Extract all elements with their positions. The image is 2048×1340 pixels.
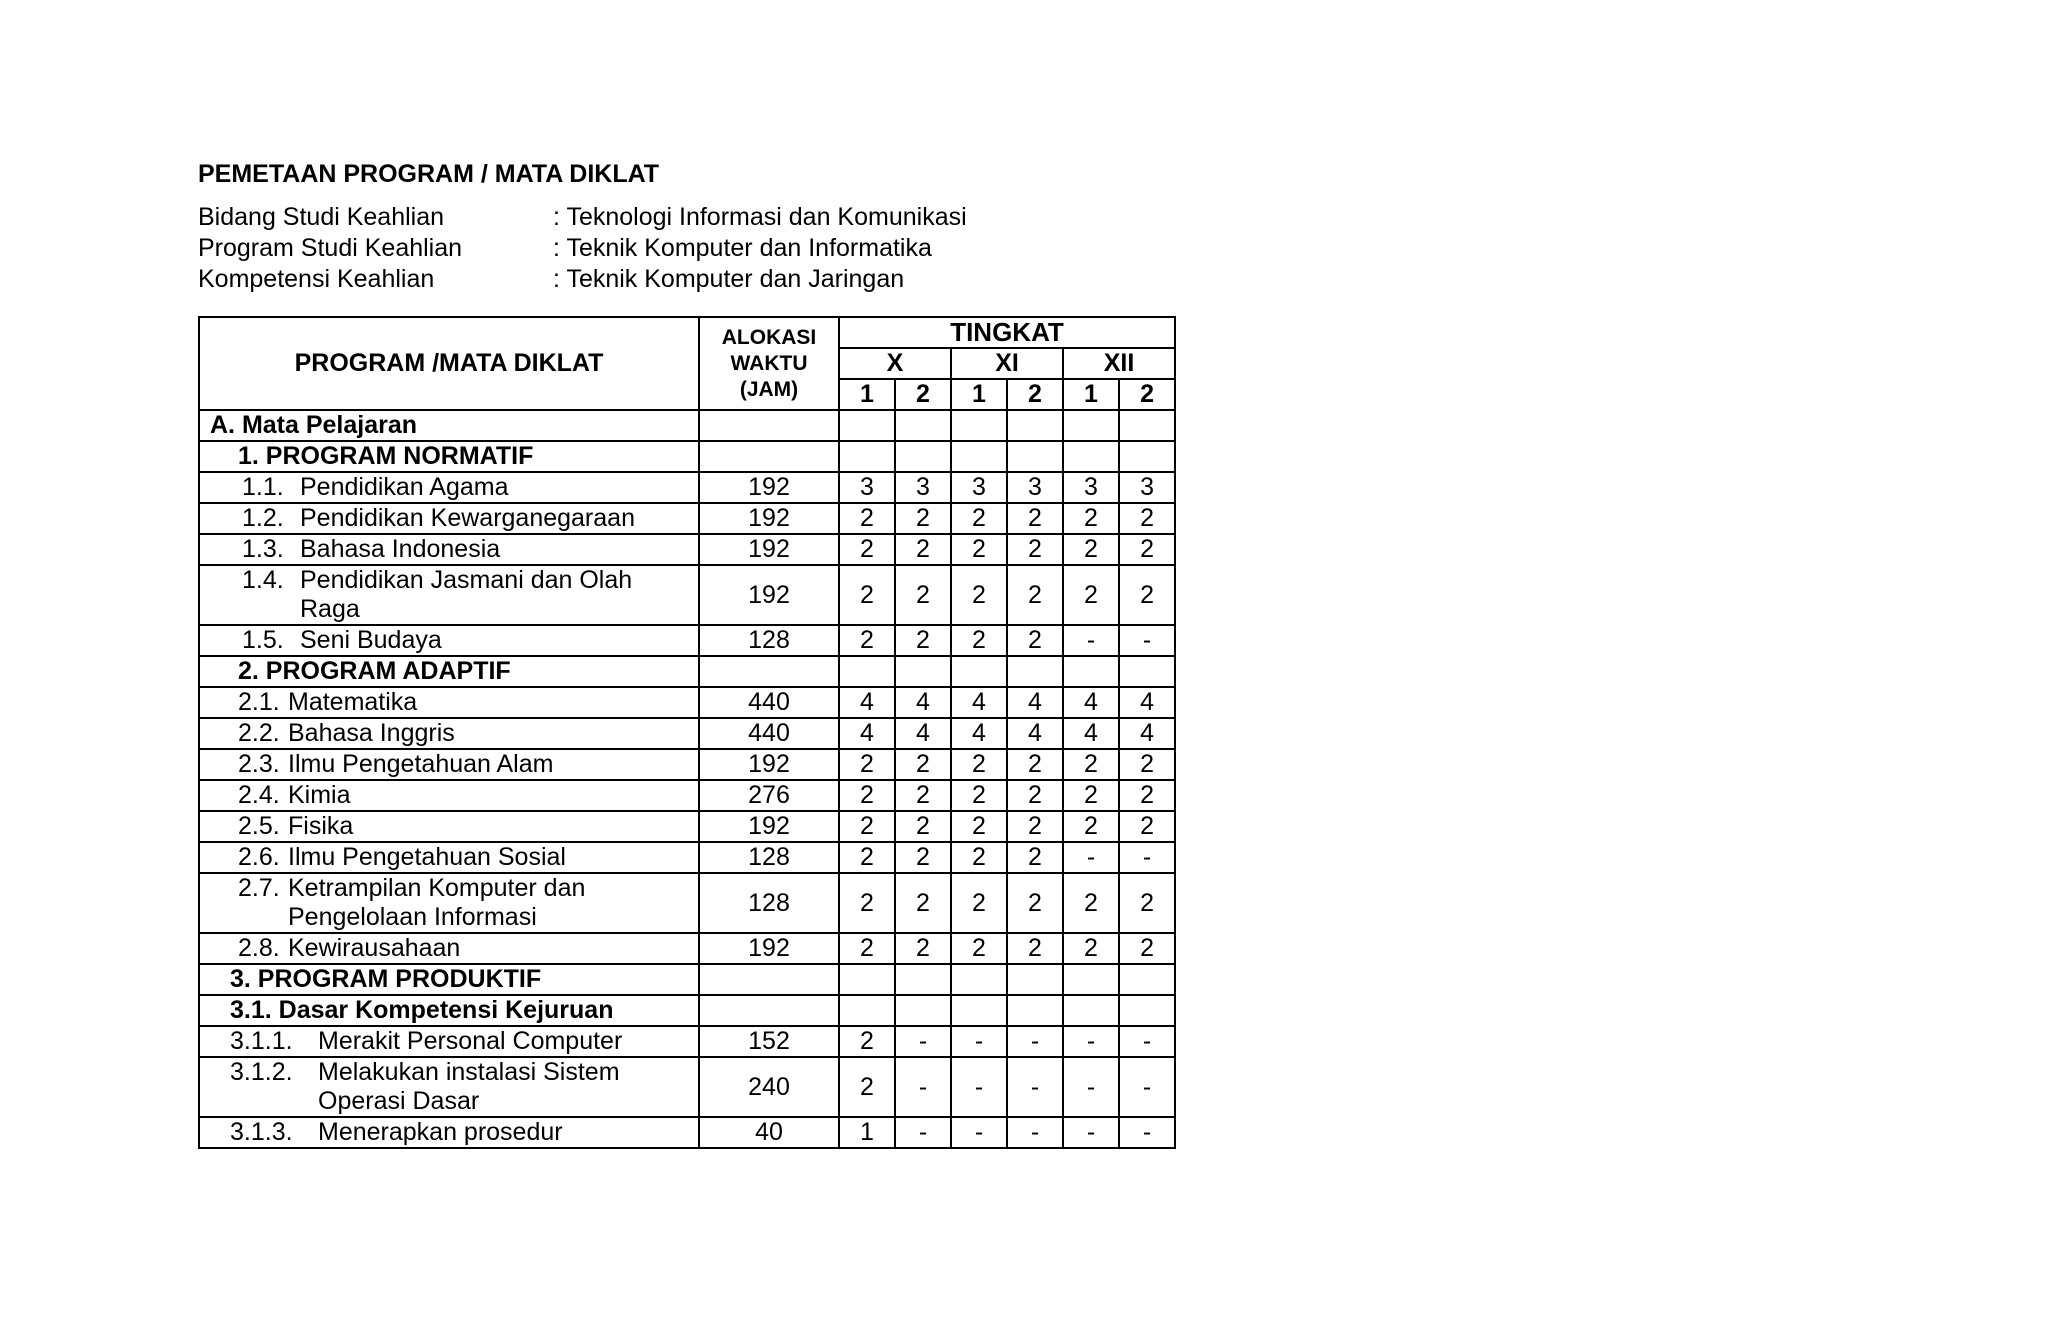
subject-cell [199, 811, 699, 842]
subject-name: Ilmu Pengetahuan Alam [288, 750, 554, 778]
subject-item [200, 535, 698, 564]
semester-hours-cell [951, 964, 1007, 995]
alokasi-jam-cell [699, 441, 839, 472]
semester-hours-cell: 2 [1007, 565, 1063, 625]
subject-code: 2.6. [238, 843, 280, 871]
semester-hours-cell: 2 [1119, 565, 1175, 625]
header-semester: 2 [1007, 379, 1063, 410]
alokasi-jam-cell: 128 [699, 625, 839, 656]
subject-item [200, 750, 698, 779]
subject-item [200, 843, 698, 872]
table-row [199, 873, 1175, 933]
subject-name: Merakit Personal Computer [318, 1027, 623, 1055]
semester-hours-cell: 2 [951, 503, 1007, 534]
alokasi-jam-cell: 192 [699, 933, 839, 964]
subject-name: Matematika [288, 688, 418, 716]
info-label: Kompetensi Keahlian [198, 265, 435, 293]
subject-name: Pendidikan Jasmani dan Olah Raga [300, 566, 633, 623]
info-row-kompetensi [198, 264, 967, 295]
curriculum-table [198, 316, 1176, 1149]
subject-item [200, 473, 698, 502]
subject-cell [199, 687, 699, 718]
info-label: Bidang Studi Keahlian [198, 203, 445, 231]
semester-hours-cell: 2 [1007, 842, 1063, 873]
semester-hours-cell: 2 [1119, 811, 1175, 842]
semester-hours-cell: 4 [1119, 718, 1175, 749]
subject-name: Menerapkan prosedur [318, 1118, 563, 1146]
semester-hours-cell: 2 [1007, 749, 1063, 780]
subject-code: 3.1.2. [230, 1058, 293, 1086]
subject-code: 1.5. [242, 626, 284, 654]
semester-hours-cell: 2 [951, 933, 1007, 964]
subject-item [200, 812, 698, 841]
semester-hours-cell: 3 [1063, 472, 1119, 503]
header-alokasi: ALOKASI WAKTU (JAM) [699, 317, 839, 410]
table-row [199, 749, 1175, 780]
semester-hours-cell: 2 [1119, 534, 1175, 565]
table-row [199, 503, 1175, 534]
table-row [199, 718, 1175, 749]
semester-hours-cell: 4 [1007, 687, 1063, 718]
semester-hours-cell [1119, 656, 1175, 687]
header-grade-xii: XII [1063, 348, 1175, 379]
subject-item [200, 934, 698, 963]
subject-cell [199, 842, 699, 873]
semester-hours-cell: 2 [839, 565, 895, 625]
semester-hours-cell: 3 [951, 472, 1007, 503]
subject-cell: 3.1. Dasar Kompetensi Kejuruan [199, 995, 699, 1026]
semester-hours-cell: 2 [951, 780, 1007, 811]
semester-hours-cell: 1 [839, 1117, 895, 1148]
semester-hours-cell: 4 [951, 718, 1007, 749]
alokasi-jam-cell: 128 [699, 873, 839, 933]
subject-cell [199, 1057, 699, 1117]
table-row [199, 1057, 1175, 1117]
semester-hours-cell: 2 [1063, 565, 1119, 625]
subject-name: Ketrampilan Komputer dan Pengelolaan Informasi [288, 874, 586, 931]
semester-hours-cell: 2 [895, 780, 951, 811]
subject-code: 2.2. [238, 719, 280, 747]
semester-hours-cell: 2 [1063, 780, 1119, 811]
semester-hours-cell: 2 [839, 1026, 895, 1057]
info-value: : Teknik Komputer dan Informatika [553, 234, 932, 262]
subject-name: Pendidikan Kewarganegaraan [300, 504, 635, 532]
alokasi-jam-cell: 276 [699, 780, 839, 811]
info-label: Program Studi Keahlian [198, 234, 463, 262]
semester-hours-cell [951, 656, 1007, 687]
subject-name: Melakukan instalasi Sistem Operasi Dasar [318, 1058, 620, 1115]
semester-hours-cell: - [1119, 625, 1175, 656]
subject-code: 2.4. [238, 781, 280, 809]
alokasi-jam-cell: 152 [699, 1026, 839, 1057]
semester-hours-cell: 2 [895, 503, 951, 534]
semester-hours-cell: 2 [839, 503, 895, 534]
header-grade-x: X [839, 348, 951, 379]
semester-hours-cell: - [1063, 842, 1119, 873]
subject-cell: 3. PROGRAM PRODUKTIF [199, 964, 699, 995]
semester-hours-cell: 2 [895, 811, 951, 842]
semester-hours-cell [1119, 441, 1175, 472]
semester-hours-cell: 2 [895, 873, 951, 933]
subject-code: 2.5. [238, 812, 280, 840]
semester-hours-cell [1007, 964, 1063, 995]
subject-code: 1.1. [242, 473, 284, 501]
semester-hours-cell: - [895, 1026, 951, 1057]
subject-cell [199, 718, 699, 749]
semester-hours-cell: 2 [839, 1057, 895, 1117]
semester-hours-cell: 2 [1007, 811, 1063, 842]
subject-code: 2.1. [238, 688, 280, 716]
semester-hours-cell: 2 [1119, 780, 1175, 811]
semester-hours-cell [839, 964, 895, 995]
subject-item [200, 1027, 698, 1056]
semester-hours-cell [951, 410, 1007, 441]
subject-item [200, 566, 698, 624]
subject-item [200, 781, 698, 810]
subject-code: 1.3. [242, 535, 284, 563]
semester-hours-cell [1063, 964, 1119, 995]
alokasi-jam-cell [699, 995, 839, 1026]
info-value: : Teknologi Informasi dan Komunikasi [553, 203, 967, 231]
subject-cell: 2. PROGRAM ADAPTIF [199, 656, 699, 687]
semester-hours-cell: 4 [1063, 687, 1119, 718]
semester-hours-cell [1007, 410, 1063, 441]
alokasi-jam-cell: 192 [699, 749, 839, 780]
subject-cell [199, 1117, 699, 1148]
semester-hours-cell [895, 656, 951, 687]
semester-hours-cell: 2 [839, 933, 895, 964]
subject-code: 2.7. [238, 874, 280, 902]
info-row-program [198, 233, 967, 264]
semester-hours-cell: 3 [839, 472, 895, 503]
subject-item [200, 719, 698, 748]
semester-hours-cell: - [951, 1026, 1007, 1057]
semester-hours-cell [895, 410, 951, 441]
semester-hours-cell: 2 [1119, 749, 1175, 780]
semester-hours-cell [895, 441, 951, 472]
subject-cell [199, 933, 699, 964]
subject-cell [199, 780, 699, 811]
semester-hours-cell: 2 [1007, 503, 1063, 534]
subject-name: Bahasa Indonesia [300, 535, 501, 563]
semester-hours-cell: 2 [951, 873, 1007, 933]
semester-hours-cell: 2 [1007, 625, 1063, 656]
table-row [199, 1117, 1175, 1148]
semester-hours-cell [1119, 410, 1175, 441]
semester-hours-cell: 4 [895, 687, 951, 718]
semester-hours-cell: 4 [1119, 687, 1175, 718]
semester-hours-cell: 2 [1063, 534, 1119, 565]
semester-hours-cell [1119, 995, 1175, 1026]
alokasi-jam-cell [699, 964, 839, 995]
subject-name: Fisika [288, 812, 354, 840]
table-row [199, 933, 1175, 964]
table-row [199, 565, 1175, 625]
table-row [199, 656, 1175, 687]
semester-hours-cell [1063, 410, 1119, 441]
semester-hours-cell: 2 [895, 534, 951, 565]
subject-code: 3.1.1. [230, 1027, 293, 1055]
document-title: PEMETAAN PROGRAM / MATA DIKLAT [198, 160, 660, 188]
alokasi-jam-cell: 240 [699, 1057, 839, 1117]
semester-hours-cell: - [1119, 1117, 1175, 1148]
semester-hours-cell [839, 441, 895, 472]
table-row [199, 534, 1175, 565]
subject-cell [199, 625, 699, 656]
semester-hours-cell: 2 [839, 749, 895, 780]
subject-item [200, 1058, 698, 1116]
semester-hours-cell: 2 [1063, 811, 1119, 842]
semester-hours-cell: 2 [895, 842, 951, 873]
table-row [199, 687, 1175, 718]
semester-hours-cell: 2 [951, 625, 1007, 656]
semester-hours-cell: 2 [895, 565, 951, 625]
subject-name: Kimia [288, 781, 351, 809]
semester-hours-cell: 4 [839, 687, 895, 718]
header-semester: 2 [895, 379, 951, 410]
semester-hours-cell [1063, 995, 1119, 1026]
semester-hours-cell: - [1063, 1057, 1119, 1117]
alokasi-jam-cell: 40 [699, 1117, 839, 1148]
table-row [199, 964, 1175, 995]
semester-hours-cell: - [1007, 1057, 1063, 1117]
subject-cell [199, 534, 699, 565]
alokasi-jam-cell: 192 [699, 534, 839, 565]
semester-hours-cell: 2 [1063, 503, 1119, 534]
semester-hours-cell: 2 [1063, 873, 1119, 933]
subject-cell [199, 749, 699, 780]
semester-hours-cell: - [1063, 1117, 1119, 1148]
semester-hours-cell: 2 [1007, 933, 1063, 964]
table-row [199, 410, 1175, 441]
table-row [199, 842, 1175, 873]
semester-hours-cell: - [1119, 842, 1175, 873]
alokasi-jam-cell: 440 [699, 718, 839, 749]
subject-cell: 1. PROGRAM NORMATIF [199, 441, 699, 472]
header-tingkat: TINGKAT [839, 317, 1175, 348]
subject-name: Ilmu Pengetahuan Sosial [288, 843, 566, 871]
semester-hours-cell: 2 [951, 534, 1007, 565]
subject-code: 1.4. [242, 566, 284, 594]
alokasi-jam-cell: 128 [699, 842, 839, 873]
semester-hours-cell: 2 [839, 534, 895, 565]
alokasi-jam-cell: 440 [699, 687, 839, 718]
alokasi-jam-cell: 192 [699, 565, 839, 625]
subject-name: Kewirausahaan [288, 934, 461, 962]
semester-hours-cell: - [1063, 1026, 1119, 1057]
alokasi-jam-cell [699, 656, 839, 687]
subject-cell: A. Mata Pelajaran [199, 410, 699, 441]
table-row [199, 472, 1175, 503]
semester-hours-cell [839, 995, 895, 1026]
semester-hours-cell: - [895, 1057, 951, 1117]
subject-cell [199, 565, 699, 625]
semester-hours-cell [839, 410, 895, 441]
semester-hours-cell: 2 [951, 565, 1007, 625]
header-semester: 2 [1119, 379, 1175, 410]
semester-hours-cell: 2 [1007, 534, 1063, 565]
alokasi-jam-cell [699, 410, 839, 441]
table-row [199, 441, 1175, 472]
semester-hours-cell: - [1007, 1117, 1063, 1148]
semester-hours-cell: 2 [1119, 873, 1175, 933]
semester-hours-cell: 4 [951, 687, 1007, 718]
info-value: : Teknik Komputer dan Jaringan [553, 265, 905, 293]
alokasi-jam-cell: 192 [699, 811, 839, 842]
semester-hours-cell: 2 [951, 749, 1007, 780]
header-semester: 1 [839, 379, 895, 410]
semester-hours-cell: 2 [839, 842, 895, 873]
alokasi-jam-cell: 192 [699, 503, 839, 534]
semester-hours-cell: 4 [1007, 718, 1063, 749]
semester-hours-cell: - [951, 1057, 1007, 1117]
table-row [199, 780, 1175, 811]
semester-hours-cell: 2 [895, 933, 951, 964]
semester-hours-cell: 3 [895, 472, 951, 503]
semester-hours-cell: 2 [839, 873, 895, 933]
semester-hours-cell: - [1063, 625, 1119, 656]
subject-item [200, 874, 698, 932]
semester-hours-cell [895, 995, 951, 1026]
semester-hours-cell [1119, 964, 1175, 995]
semester-hours-cell: 2 [951, 842, 1007, 873]
table-row [199, 1026, 1175, 1057]
subject-code: 2.8. [238, 934, 280, 962]
semester-hours-cell: 4 [1063, 718, 1119, 749]
subject-name: Pendidikan Agama [300, 473, 509, 501]
subject-cell [199, 472, 699, 503]
semester-hours-cell [1007, 441, 1063, 472]
subject-code: 1.2. [242, 504, 284, 532]
subject-item [200, 1118, 698, 1147]
header-semester: 1 [951, 379, 1007, 410]
semester-hours-cell: 2 [1063, 933, 1119, 964]
semester-hours-cell: 2 [1063, 749, 1119, 780]
subject-name: Bahasa Inggris [288, 719, 455, 747]
subject-name: Seni Budaya [300, 626, 442, 654]
table-body [199, 410, 1175, 1148]
semester-hours-cell [1007, 995, 1063, 1026]
semester-hours-cell [895, 964, 951, 995]
table-row [199, 811, 1175, 842]
semester-hours-cell [951, 995, 1007, 1026]
subject-code: 2.3. [238, 750, 280, 778]
table-row [199, 625, 1175, 656]
subject-item [200, 688, 698, 717]
subject-item [200, 626, 698, 655]
semester-hours-cell: 3 [1119, 472, 1175, 503]
semester-hours-cell [1063, 441, 1119, 472]
program-info [198, 202, 967, 295]
semester-hours-cell: 2 [1007, 780, 1063, 811]
semester-hours-cell: 4 [839, 718, 895, 749]
subject-cell [199, 873, 699, 933]
semester-hours-cell [951, 441, 1007, 472]
header-semester: 1 [1063, 379, 1119, 410]
semester-hours-cell: 2 [839, 811, 895, 842]
semester-hours-cell: 2 [1119, 503, 1175, 534]
semester-hours-cell [839, 656, 895, 687]
semester-hours-cell: 2 [1119, 933, 1175, 964]
subject-code: 3.1.3. [230, 1118, 293, 1146]
semester-hours-cell: 2 [1007, 873, 1063, 933]
info-row-bidang [198, 202, 967, 233]
semester-hours-cell: 3 [1007, 472, 1063, 503]
semester-hours-cell: 2 [839, 780, 895, 811]
semester-hours-cell: - [1119, 1026, 1175, 1057]
subject-cell [199, 1026, 699, 1057]
semester-hours-cell: 2 [839, 625, 895, 656]
semester-hours-cell: - [951, 1117, 1007, 1148]
subject-item [200, 504, 698, 533]
semester-hours-cell: - [895, 1117, 951, 1148]
semester-hours-cell: - [1119, 1057, 1175, 1117]
semester-hours-cell: - [1007, 1026, 1063, 1057]
alokasi-jam-cell: 192 [699, 472, 839, 503]
subject-cell [199, 503, 699, 534]
header-program: PROGRAM /MATA DIKLAT [199, 317, 699, 410]
semester-hours-cell: 2 [895, 625, 951, 656]
semester-hours-cell [1007, 656, 1063, 687]
semester-hours-cell: 2 [951, 811, 1007, 842]
semester-hours-cell: 4 [895, 718, 951, 749]
semester-hours-cell: 2 [895, 749, 951, 780]
semester-hours-cell [1063, 656, 1119, 687]
header-grade-xi: XI [951, 348, 1063, 379]
table-row [199, 995, 1175, 1026]
